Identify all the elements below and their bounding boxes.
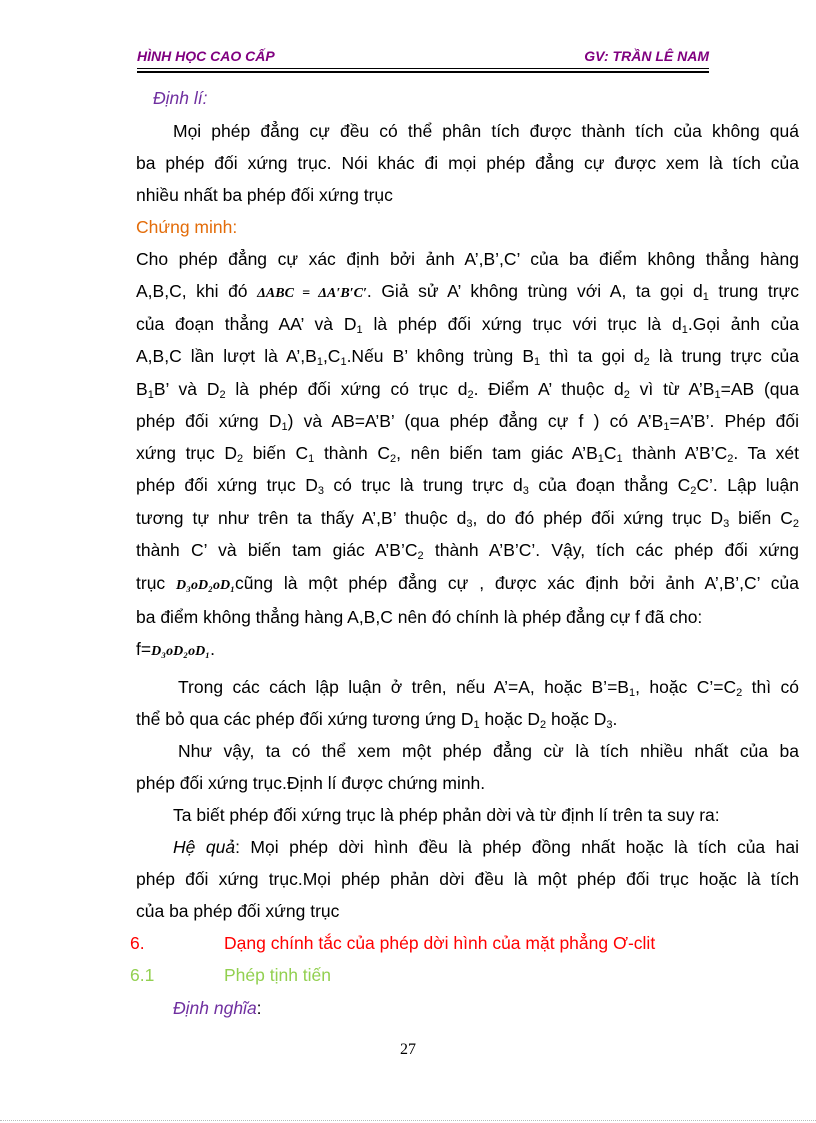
para3-line-1: Như vậy, ta có thể xem một phép đẳng cừ là tích nhiều nhất của ba bbox=[178, 741, 799, 761]
proof-line-12: ba điểm không thẳng hàng A,B,C nên đó chính là phép đẳng cự f đã cho: bbox=[136, 607, 703, 627]
proof-line-8: phép đối xứng trục $D_3$ có trục là trung trực $d_3$ của đoạn thẳng $C_2C$’. Lập luận bbox=[136, 475, 799, 497]
header-author: GV: TRẦN LÊ NAM bbox=[584, 48, 709, 64]
proof-line-5: $B_1B$’ và $D_2$ là phép đối xứng có trục $d_2$. Điểm A’ thuộc $d_2$ vì từ $A’B_1=AB$ (qua bbox=[136, 379, 799, 401]
page-bottom-border bbox=[0, 1120, 816, 1121]
subsection-number: 6.1 bbox=[130, 965, 155, 985]
proof-line-4: A,B,C lần lượt là $A’,B_1,C_1.Nếu$ B’ không trùng $B_1$ thì ta gọi $d_2$ là trung trực của bbox=[136, 346, 799, 368]
subsection-title: Phép tịnh tiến bbox=[224, 965, 332, 985]
para2-line-2: thể bỏ qua các phép đối xứng tương ứng $D_1$ hoặc $D_2$ hoặc $D_3$. bbox=[136, 709, 618, 731]
para4: Ta biết phép đối xứng trục là phép phản dời và từ định lí trên ta suy ra: bbox=[173, 805, 720, 825]
para2-line-1: Trong các cách lập luận ở trên, nếu A’=A, hoặc $B’=B_1$, hoặc $C’=C_2$ thì có bbox=[178, 677, 800, 699]
definition-heading: Định nghĩa: bbox=[173, 998, 262, 1018]
proof-line-2: A,B,C, khi đó ΔABC = ΔA′B′C′. Giả sử A’ không trùng với A, ta gọi $d_1$ trung trực bbox=[136, 281, 799, 303]
proof-line-11: trục D₃oD₂oD₁cũng là một phép đẳng cự , được xác định bởi ảnh A’,B’,C’ của bbox=[136, 573, 799, 593]
theorem-heading: Định lí: bbox=[153, 88, 208, 108]
proof-line-13: f=D₃oD₂oD₁. bbox=[136, 639, 215, 659]
corollary-label: Hệ quả bbox=[173, 837, 236, 857]
para3-line-2: phép đối xứng trục.Định lí được chứng minh. bbox=[136, 773, 486, 793]
proof-line-3: của đoạn thẳng AA’ và $D_1$ là phép đối xứng trục với trục là $d_1.Gọi$ ảnh của bbox=[136, 314, 800, 336]
theorem-line-3: nhiều nhất ba phép đối xứng trục bbox=[136, 185, 393, 205]
proof-heading: Chứng minh: bbox=[136, 217, 238, 237]
proof-line-7: xứng trục $D_2$ biến $C_1$ thành $C_2$, nên biến tam giác $A’B_1C_1$ thành $A’B’C_2$. Ta xét bbox=[136, 443, 800, 465]
corollary-line-2: phép đối xứng trục.Mọi phép phản dời đều là một phép đối trục hoặc là tích bbox=[136, 869, 799, 889]
composition-formula: D₃oD₂oD₁ bbox=[176, 578, 236, 593]
header-rule-thick bbox=[137, 71, 709, 73]
corollary-line-3: của ba phép đối xứng trục bbox=[136, 901, 340, 921]
proof-line-10: thành C’ và biến tam giác $A’B’C_2$ thành A’B’C’. Vậy, tích các phép đối xứng bbox=[136, 540, 799, 562]
page-header bbox=[137, 48, 709, 68]
theorem-line-2: ba phép đối xứng trục. Nói khác đi mọi phép đẳng cự được xem là tích của bbox=[136, 153, 799, 173]
header-course-title: HÌNH HỌC CAO CẤP bbox=[137, 48, 275, 64]
proof-line-9: tương tự như trên ta thấy A’,B’ thuộc $d_3$, do đó phép đối xứng trục $D_3$ biến $C_2$ bbox=[136, 508, 799, 530]
triangle-congruence-formula: ΔABC = ΔA′B′C′ bbox=[257, 286, 367, 301]
proof-line-6: phép đối xứng $D_1$) và AB=A’B’ (qua phép đẳng cự f ) có $A’B_1=A’B$’. Phép đối bbox=[136, 411, 799, 433]
proof-line-1: Cho phép đẳng cự xác định bởi ảnh A’,B’,C’ của ba điểm không thẳng hàng bbox=[136, 249, 799, 269]
header-rule bbox=[137, 68, 709, 69]
section-number: 6. bbox=[130, 933, 145, 953]
section-title: Dạng chính tắc của phép dời hình của mặt phẳng Ơ-clit bbox=[224, 933, 656, 953]
theorem-line-1: Mọi phép đẳng cự đều có thể phân tích được thành tích của không quá bbox=[173, 121, 799, 141]
page-number: 27 bbox=[400, 1041, 416, 1058]
composition-formula-final: D₃oD₂oD₁ bbox=[151, 644, 211, 659]
corollary-line-1: Hệ quả: Mọi phép dời hình đều là phép đồng nhất hoặc là tích của hai bbox=[173, 837, 799, 857]
